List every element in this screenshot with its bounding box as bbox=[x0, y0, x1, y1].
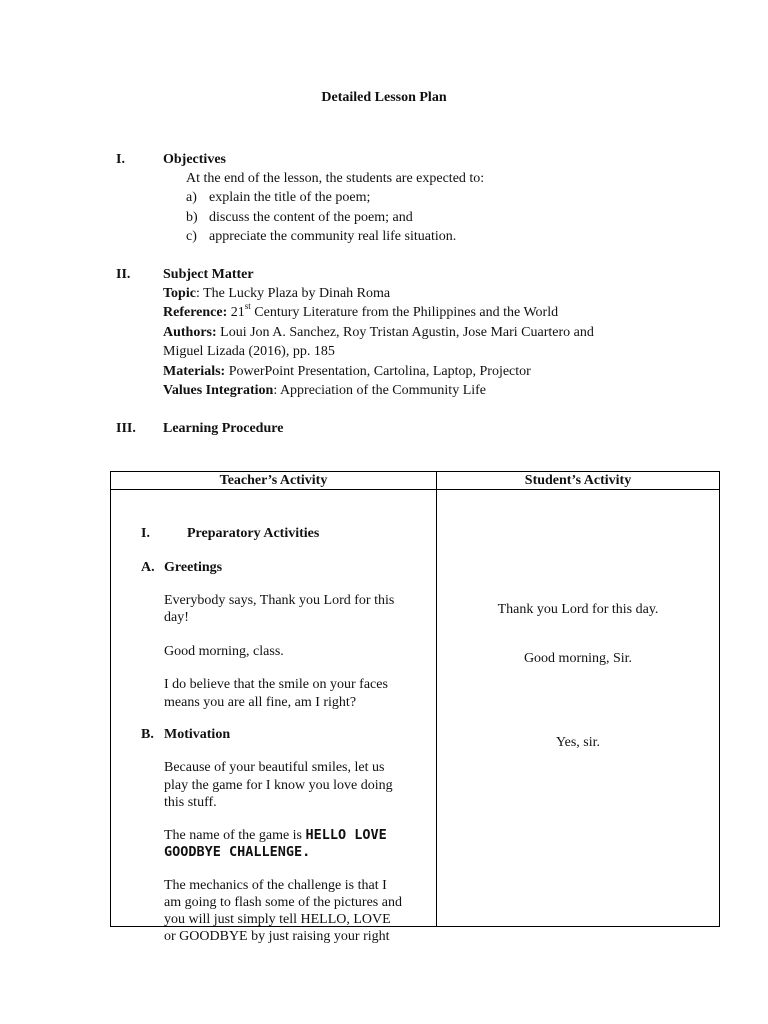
objective-item-c: appreciate the community real life situation. bbox=[209, 229, 457, 244]
materials-label: Materials: bbox=[163, 364, 226, 379]
authors-line bbox=[163, 323, 594, 343]
header-student-activity: Student’s Activity bbox=[437, 472, 720, 490]
table-row bbox=[111, 490, 720, 927]
game-name-bold-1: HELLO LOVE bbox=[305, 827, 387, 843]
mechanics-line-1: The mechanics of the challenge is that I bbox=[164, 878, 387, 893]
section-number-learning-procedure: III. bbox=[116, 421, 136, 436]
greetings-letter: A. bbox=[141, 560, 155, 575]
reference-label: Reference: bbox=[163, 305, 228, 320]
because-line-3: this stuff. bbox=[164, 795, 217, 810]
mechanics-line-3: you will just simply tell HELLO, LOVE bbox=[164, 912, 391, 927]
topic-line bbox=[163, 284, 390, 304]
header-teacher-activity: Teacher’s Activity bbox=[111, 472, 437, 490]
objective-item-b: discuss the content of the poem; and bbox=[209, 210, 413, 225]
motivation-letter: B. bbox=[141, 727, 154, 742]
good-morning-class: Good morning, class. bbox=[164, 644, 284, 659]
reference-line bbox=[163, 303, 558, 323]
values-integration-label: Values Integration bbox=[163, 383, 274, 398]
smile-line-1: I do believe that the smile on your faces bbox=[164, 677, 388, 692]
document-title: Detailed Lesson Plan bbox=[321, 90, 447, 105]
because-line-1: Because of your beautiful smiles, let us bbox=[164, 760, 385, 775]
reference-value-post: Century Literature from the Philippines and the World bbox=[250, 305, 559, 320]
section-title-learning-procedure: Learning Procedure bbox=[163, 421, 284, 436]
section-title-subject-matter: Subject Matter bbox=[163, 267, 254, 282]
because-line-2: play the game for I know you love doing bbox=[164, 778, 393, 793]
teacher-activity-cell bbox=[111, 490, 437, 944]
greeting-prayer-line-1: Everybody says, Thank you Lord for this bbox=[164, 593, 395, 608]
preparatory-title: Preparatory Activities bbox=[187, 526, 320, 541]
section-number-subject-matter: II. bbox=[116, 267, 131, 282]
materials-line bbox=[163, 362, 531, 382]
materials-value: PowerPoint Presentation, Cartolina, Laptop, Projector bbox=[225, 364, 531, 379]
values-integration-line bbox=[163, 381, 486, 401]
objective-letter-a: a) bbox=[186, 190, 197, 205]
game-name-intro: The name of the game is bbox=[164, 828, 306, 843]
preparatory-number: I. bbox=[141, 526, 150, 541]
activity-table bbox=[110, 471, 720, 944]
greeting-prayer-line-2: day! bbox=[164, 610, 189, 625]
table-header-row bbox=[111, 472, 720, 490]
reference-value-sup: st bbox=[244, 301, 251, 312]
mechanics-line-4: or GOODBYE by just raising your right bbox=[164, 929, 390, 944]
student-thank-you: Thank you Lord for this day. bbox=[497, 602, 659, 617]
section-title-objectives: Objectives bbox=[163, 152, 226, 167]
authors-line-continued: Miguel Lizada (2016), pp. 185 bbox=[163, 344, 335, 359]
section-number-objectives: I. bbox=[116, 152, 125, 167]
authors-label: Authors: bbox=[163, 325, 217, 340]
student-good-morning: Good morning, Sir. bbox=[523, 651, 633, 666]
game-name-line-2: GOODBYE CHALLENGE. bbox=[164, 844, 311, 860]
reference-value-pre: 21 bbox=[227, 305, 245, 320]
authors-value: Loui Jon A. Sanchez, Roy Tristan Agustin, Jose Mari Cuartero and bbox=[216, 325, 594, 340]
mechanics-line-2: am going to flash some of the pictures and bbox=[164, 895, 402, 910]
objective-letter-c: c) bbox=[186, 229, 197, 244]
student-activity-cell bbox=[437, 490, 720, 927]
objective-item-a: explain the title of the poem; bbox=[209, 190, 371, 205]
objective-letter-b: b) bbox=[186, 210, 198, 225]
topic-label: Topic bbox=[163, 286, 196, 301]
topic-value: : The Lucky Plaza by Dinah Roma bbox=[195, 286, 391, 301]
student-yes-sir: Yes, sir. bbox=[555, 735, 601, 750]
smile-line-2: means you are all fine, am I right? bbox=[164, 695, 357, 710]
objectives-intro: At the end of the lesson, the students are expected to: bbox=[186, 171, 485, 186]
greetings-title: Greetings bbox=[164, 560, 223, 575]
values-integration-value: : Appreciation of the Community Life bbox=[273, 383, 487, 398]
motivation-title: Motivation bbox=[164, 727, 231, 742]
